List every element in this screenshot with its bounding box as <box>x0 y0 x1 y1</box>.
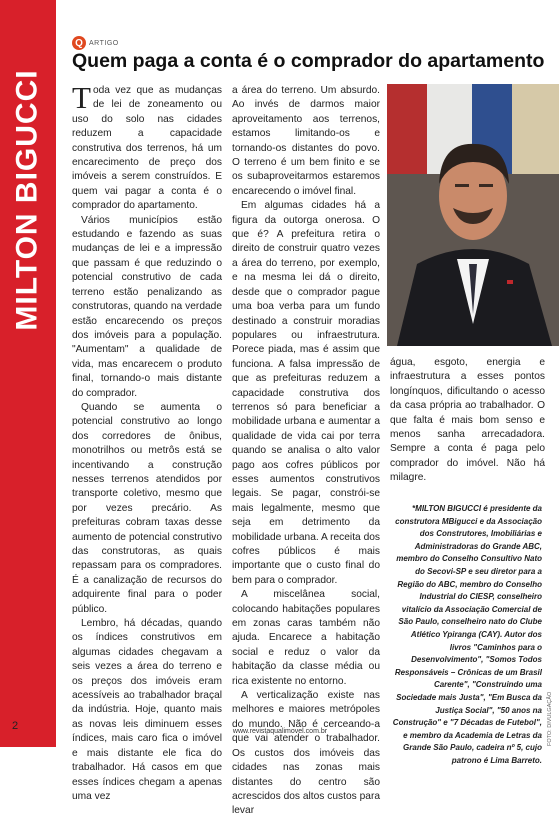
photo-credit <box>545 690 555 750</box>
paragraph: água, esgoto, energia e infraestrutura a esses pontos longínquos, dificultando o acesso da casa própria ao trabalhador. O que falta é mais bom senso e menos sanha arrecadadora. Sempre a conta é paga pelo comprador do imóvel. Não há milagre. <box>390 357 545 484</box>
author-banner <box>0 0 56 747</box>
paragraph: Em algumas cidades há a figura da outorga onerosa. O que é? A prefeitura retira o direito de construir quatro vezes a área do terreno, por exemplo, e na mesma lei dá o direito, desde que o comprador pague uma boa verba para um fundo destinado a construir moradias populares ou infraestrutura. Porece piada, mas é assim que funciona. A falsa impressão de que as prefeituras reduzem a capacidade construtiva dos terrenos só para beneficiar a mobilidade urbana e aumentar a qualidade de vida cai por terra quando se analisa o alto valor pago aos cofres públicos por esses aumentos construtivos legais. Se pagar, constrói-se mais legalmente, mesmo que seja em detrimento da mobilidade urbana. A receita dos cofres públicos é mais importante que o custo final do bem para o comprador. <box>232 200 380 586</box>
article-column-3 <box>390 356 545 486</box>
section-tag <box>72 36 119 50</box>
author-portrait-image <box>387 84 559 346</box>
paragraph: A verticalização existe nas melhores e maiores metrópoles do mundo. Não é cerceando-a que vai atender o trabalhador. Os custos dos imóveis das cidades nas zonas mais distantes do centro são acrescidos dos altos custos para levar <box>232 690 380 817</box>
magazine-logo-icon: Q <box>72 36 86 50</box>
article-column-2 <box>232 84 380 819</box>
paragraph-text: oda vez que as mudanças de lei de zoneamento ou uso do solo nas cidades reduzem a capacidade construtiva dos terrenos, há um encarecimento de preço dos imóveis a serem construídos. E quem vai pagar a conta é o comprador do apartamento. <box>72 85 222 212</box>
paragraph: Vários municípios estão estudando e fazendo as suas mudanças de lei e a impressão que passam é que reduzindo o potencial construtivo de cada terreno estão penalizando as construtoras, quando na verdade estão encarecendo os preços dos imóveis para a população. "Aumentam" a qualidade de vida, mas encarecem o produto final, tornando-o mais distante do comprador. <box>72 214 222 399</box>
author-banner-text: MILTON BIGUCCI <box>11 69 44 331</box>
section-label: ARTIGO <box>89 39 119 47</box>
article-column-1 <box>72 80 222 804</box>
photo-credit-text: FOTO: DIVULGAÇÃO <box>547 691 553 746</box>
drop-cap: T <box>72 80 91 115</box>
paragraph: a área do terreno. Um absurdo. Ao invés de darmos maior aproveitamento aos terrenos, estamos limitando-os e tornando-os distantes do povo. O terreno é um bem finito e se os subaproveitarmos estaremos encarecendo o imóvel final. <box>232 85 380 197</box>
article-title: Quem paga a conta é o comprador do apartamento <box>72 50 545 72</box>
paragraph: Quando se aumenta o potencial construtivo ao longo dos corredores de ônibus, monotrilhos ou metrôs está se incentivando a construção nesses terrenos atendidos por transporte coletivo, mesmo que por vezes precário. As prefeituras cobram taxas desse aumento de potencial construtivo das construtoras, as quais repassam para os compradores. É a canalização de recursos do adquirente final para o poder público. <box>72 401 222 615</box>
paragraph: A miscelânea social, colocando habitações populares em zonas caras também não ajuda. Encarece a habitação social e reduz o valor da habitação da classe média ou rica existente no entorno. <box>232 589 380 687</box>
author-photo <box>387 84 559 346</box>
footer-url[interactable]: www.revistaqualimovel.com.br <box>232 728 328 735</box>
paragraph: Lembro, há décadas, quando os índices construtivos em algumas cidades chegavam a seis vezes a área do terreno e os preços dos imóveis eram acessíveis ao trabalhador braçal da indústria. Hoje, quanto mais as novas leis diminuem esses índices, mais caro fica o imóvel e mais distante ele fica do trabalhador. Há casos em que esses índices chegam a apenas uma vez <box>72 618 222 802</box>
author-bio: *MILTON BIGUCCI é presidente da construtora MBigucci e da Associação dos Construtores, Imobiliárias e Administradoras do Grande ABC, membro do Conselho Consultivo Nato do Secovi-SP e seu diretor para a Região do ABC, membro do Conselho Industrial do CIESP, conselheiro vitalício da Associação Comercial de São Paulo, conselheiro nato do Clube Atlético Ypiranga (CAY). Autor dos livros "Caminhos para o Desenvolvimento", "Somos Todos Responsáveis – Crônicas de um Brasil Carente", "Construindo uma Sociedade mais Justa", "Em Busca da Justiça Social", "50 anos na Construção" e "7 Décadas de Futebol", e membro da Academia de Letras da Grande São Paulo, cadeira nº 5, cujo patrono é Lima Barreto. <box>392 504 542 765</box>
paragraph <box>72 80 222 214</box>
page-number: 2 <box>12 720 19 732</box>
